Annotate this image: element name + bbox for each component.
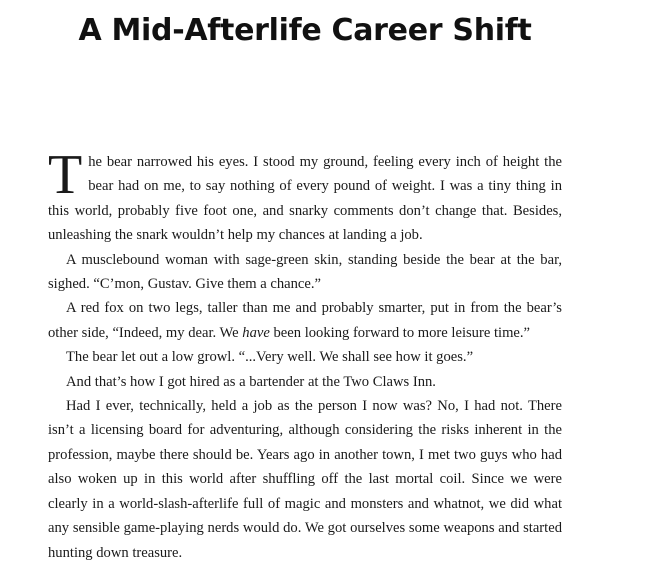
paragraph-3-after: been looking forward to more leisure time.” xyxy=(269,324,531,341)
paragraph-2: A musclebound woman with sage-green skin, standing beside the bear at the bar, sighed. “C’mon, Gustav. Give them a chance.” xyxy=(48,251,562,293)
paragraph-4: The bear let out a low growl. “...Very well. We shall see how it goes.” xyxy=(66,349,474,366)
chapter-body xyxy=(48,144,562,565)
paragraph-1 xyxy=(48,144,562,248)
paragraph-3-before: A red fox on two legs, taller than me and probably smarter, put in from the bear’s other side, “Indeed, my dear. We xyxy=(48,300,562,341)
paragraph-1-text: he bear narrowed his eyes. I stood my ground, feeling every inch of height the bear had on me, to say nothing of every pound of weight. I was a tiny thing in this world, probably five foot one, and snarky comments don’t change that. Besides, unleashing the snark wouldn’t help my chances at landing a job. xyxy=(48,154,562,244)
paragraph-3-emphasis: have xyxy=(242,324,270,341)
paragraph-5: And that’s how I got hired as a bartender at the Two Claws Inn. xyxy=(66,373,436,390)
paragraph-3 xyxy=(48,296,562,345)
drop-cap: T xyxy=(48,144,83,206)
paragraph-6: Had I ever, technically, held a job as the person I now was? No, I had not. There isn’t a licensing board for adventuring, although considering the risks inherent in the profession, maybe there should be. Years ago in another town, I met two guys who had also woken up in this world after shuffling off the last mortal coil. Since we were clearly in a world-slash-afterlife full of magic and monsters and whatnot, we did what any sensible game-playing nerds would do. We got ourselves some weapons and started hunting down treasure. xyxy=(48,398,562,561)
chapter-title: A Mid-Afterlife Career Shift xyxy=(78,13,532,48)
